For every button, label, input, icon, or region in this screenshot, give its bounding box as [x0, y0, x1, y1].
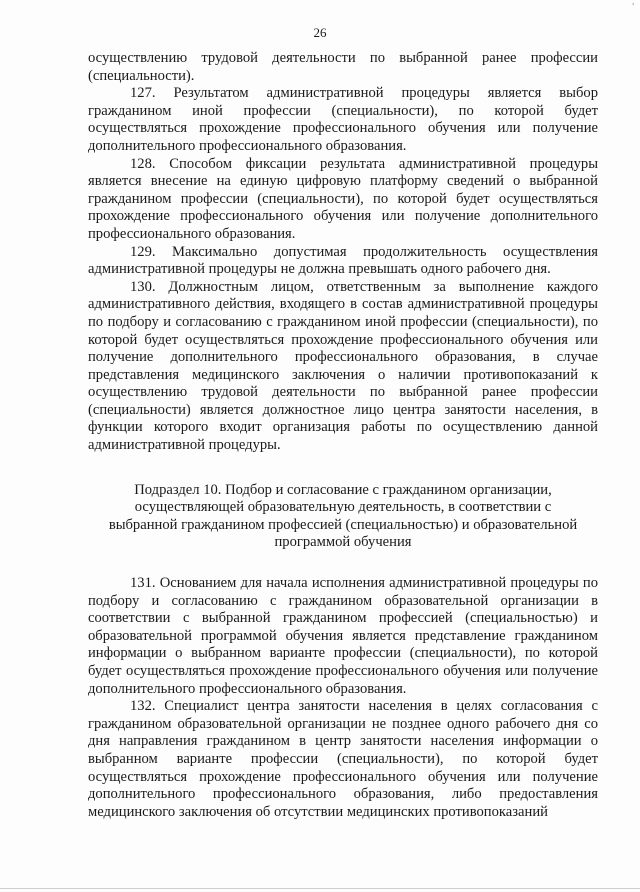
paragraph-132: 132. Специалист центра занятости населения в целях согласования с гражданином образовательной организации не позднее одного рабочего дня со дня направления гражданином в центр занятости населения информации о выбранном варианте профессии (специальности), по которой будет осуществляться прохождение профессионального обучения или получение дополнительного профессионального образования, либо предоставления медицинского заключения об отсутствии медицинских противопоказаний — [88, 698, 598, 820]
paragraph-127: 127. Результатом административной процедуры является выбор гражданином иной профессии (специальности), по которой будет осуществляться прохождение профессионального обучения или получение дополнительного профессионального образования. — [88, 85, 598, 154]
paragraph-128: 128. Способом фиксации результата административной процедуры является внесение на единую цифровую платформу сведений о выбранной гражданином профессии (специальности), по которой будет осуществляться прохождение профессионального обучения или получение дополнительного профессионального образования. — [88, 155, 598, 242]
page-number: 26 — [313, 25, 327, 40]
scan-edge-line — [0, 888, 640, 889]
paragraph-130: 130. Должностным лицом, ответственным за выполнение каждого административного действия, входящего в состав административной процедуры по подбору и согласованию с гражданином иной профессии (специальности), по которой будет осуществляться прохождение профессионального обучения или получение дополнительного профессионального образования, в случае представления медицинского заключения о наличии противопоказаний к осуществлению трудовой деятельности по выбранной ранее профессии (специальности) является должностное лицо центра занятости населения, в функции которого входит организация работы по осуществлению данной административной процедуры. — [88, 278, 598, 454]
corner-mark: ' — [632, 2, 634, 13]
paragraph-129: 129. Максимально допустимая продолжительность осуществления административной процедуры не должна превышать одного рабочего дня. — [88, 243, 598, 278]
subsection-heading: Подраздел 10. Подбор и согласование с гражданином организации, осуществляющей образовательную деятельность, в соответствии с выбранной гражданином профессией (специальностью) и образовательной программой обучения — [108, 481, 578, 551]
paragraph-continuation: осуществлению трудовой деятельности по выбранной ранее профессии (специальности). — [88, 50, 598, 84]
paragraph-131: 131. Основанием для начала исполнения административной процедуры по подбору и согласованию с гражданином образовательной организации в соответствии с выбранной гражданином профессией (специальностью) и образовательной программой обучения является представление гражданином информации о выбранном варианте профессии (специальности), по которой будет осуществляться прохождение профессионального обучения или получение дополнительного профессионального образования. — [88, 575, 598, 697]
document-body — [88, 50, 598, 821]
